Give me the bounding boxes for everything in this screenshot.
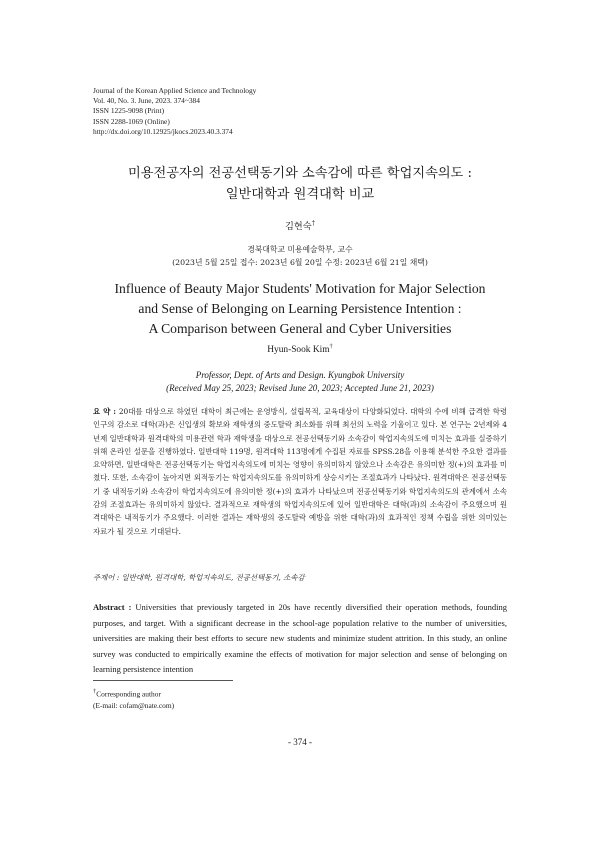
footnote-divider	[93, 680, 233, 681]
english-title-line-3: A Comparison between General and Cyber Universities	[148, 321, 452, 336]
journal-issn-print: ISSN 1225-9098 (Print)	[93, 106, 165, 116]
korean-title-line-2: 일반대학과 원격대학 비교	[225, 187, 375, 202]
corresponding-mark: †	[311, 218, 315, 227]
english-affiliation-block	[0, 369, 600, 394]
journal-doi-link[interactable]: http://dx.doi.org/10.12925/jkocs.2023.40.3.374	[93, 126, 233, 136]
korean-title	[0, 163, 600, 205]
english-abstract-label: Abstract :	[93, 602, 132, 612]
korean-author	[0, 218, 600, 232]
journal-volume: Vol. 40, No. 3. June, 2023. 374~384	[93, 96, 200, 106]
journal-header	[93, 86, 256, 137]
korean-abstract-text: 20대를 대상으로 하였던 대학이 최근에는 운영방식, 설립목적, 교육대상이 다양화되었다. 대학의 수에 비해 급격한 학령인구의 감소로 대학(과)은 신입생의 확보와 재학생의 중도탈락 최소화를 위해 최선의 노력을 기울이고 있다. 본 연구는 2년제와 4년제 일반대학과 원격대학의 미용관련 학과 재학생을 대상으로 전공선택동기와 소속감이 학업지속의도에 미치는 효과를 실증하기 위해 온라인 설문을 진행하였다. 일반대학 119명, 원격대학 113명에게 수집된 자료를 SPSS.28을 이용해 분석한 주요한 결과를 요약하면, 일반대학은 전공선택동기는 학업지속의도에 미치는 영향이 유의미하지 않았으나 소속감은 유의미한 정(+)의 효과를 미쳤다. 또한, 소속감이 높아지면 외적동기는 학업지속의도를 유의미하게 상승시키는 조절효과가 나타났다. 원격대학은 전공선택동기 중 내적동기와 소속감이 학업지속의도에 유의미한 정(+)의 효과가 나타났으며 전공선택동기와 학업지속의도의 관계에서 소속감의 조절효과는 유의미하지 않았다. 결과적으로 재학생의 학업지속의도에 있어 일반대학은 대학(과)의 소속감이 주요했으며 원격대학은 내적동기가 주요했다. 이러한 결과는 재학생의 중도탈락 예방을 위한 대학(과)의 효과적인 정책 수립을 위한 의미있는 자료가 될 것으로 기대된다.	[93, 407, 508, 536]
english-title-line-2: and Sense of Belonging on Learning Persistence Intention :	[138, 301, 462, 316]
english-abstract	[93, 600, 507, 678]
korean-title-line-1: 미용전공자의 전공선택동기와 소속감에 따른 학업지속의도 :	[128, 166, 472, 181]
footnote-corresponding: Corresponding author	[96, 689, 161, 699]
english-abstract-text: Universities that previously targeted in 20s have recently diversified their operation methods, founding purposes, and target. With a significant decrease in the school-age population relative to the number of universities, universities are making their best efforts to secure new students and minimize student attrition. In this study, an online survey was conducted to empirically examine the effects of motivation for major selection and sense of belonging on learning persistence intention	[93, 602, 507, 675]
korean-author-name: 김현숙	[285, 221, 312, 232]
korean-affiliation: 경북대학교 미용예술학부, 교수	[247, 245, 353, 254]
footnote	[93, 686, 174, 711]
korean-abstract	[93, 405, 507, 538]
english-author-name: Hyun-Sook Kim	[267, 345, 330, 356]
journal-name: Journal of the Korean Applied Science and Technology	[93, 86, 257, 95]
korean-affiliation-block	[0, 243, 600, 269]
english-author	[0, 343, 600, 355]
english-title-line-1: Influence of Beauty Major Students' Motivation for Major Selection	[114, 281, 486, 296]
english-title	[0, 279, 600, 339]
footnote-email: (E-mail: cofam@nate.com)	[93, 700, 175, 710]
page-number: - 374 -	[288, 737, 312, 747]
english-corresponding-mark: †	[329, 343, 333, 350]
journal-issn-online: ISSN 2288-1069 (Online)	[93, 116, 170, 126]
korean-abstract-label: 요 약 :	[93, 407, 117, 416]
korean-dates: (2023년 5월 25일 접수: 2023년 6월 20일 수정: 2023년 6월 21일 채택)	[172, 258, 428, 267]
english-dates: (Received May 25, 2023; Revised June 20, 2023; Accepted June 21, 2023)	[166, 382, 434, 393]
english-affiliation: Professor, Dept. of Arts and Design. Kyungbok University	[195, 370, 405, 380]
footnote-mark: †	[93, 688, 97, 695]
korean-keywords: 주제어 : 일반대학, 원격대학, 학업지속의도, 전공선택동기, 소속감	[93, 573, 305, 582]
